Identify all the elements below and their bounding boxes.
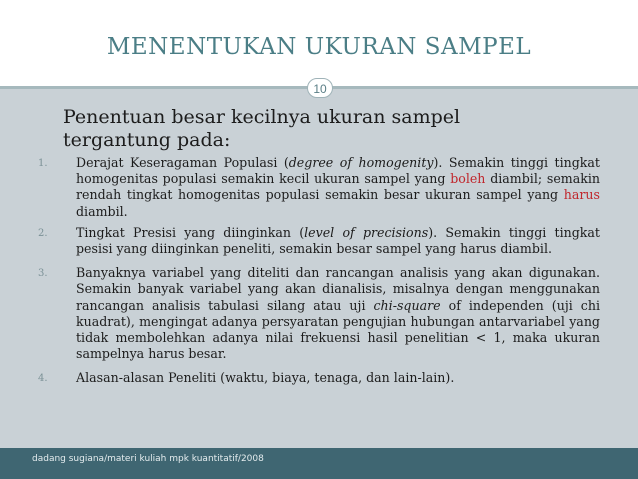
text-segment: diambil. bbox=[76, 203, 128, 219]
text-segment: Alasan-alasan Peneliti (waktu, biaya, tenaga, dan lain-lain). bbox=[76, 370, 455, 386]
slide-title: MENENTUKAN UKURAN SAMPEL bbox=[106, 34, 532, 60]
text-segment: Banyaknya variabel yang diteliti dan rancangan analisis yang akan digunakan. Semakin banyak variabel yang akan dianalisis, misalnya dengan menggunakan rancangan analisis tabulasi silang atau uji bbox=[76, 265, 600, 313]
list-number: 3. bbox=[38, 268, 48, 280]
list-number: 2. bbox=[38, 227, 48, 239]
intro-text: Penentuan besar kecilnya ukuran sampel tergantung pada: bbox=[63, 106, 461, 151]
list-item-text bbox=[76, 370, 600, 386]
text-segment: diambil; semakin rendah tingkat homogenitas populasi semakin besar ukuran sampel yang bbox=[76, 171, 601, 203]
list-number: 1. bbox=[38, 158, 48, 169]
list-item-text bbox=[76, 155, 600, 220]
list-number: 4. bbox=[38, 373, 48, 385]
text-segment: ). Semakin tinggi tingkat pesisi yang diinginkan peneliti, semakin besar sampel yang harus diambil. bbox=[76, 224, 600, 257]
highlight-word: harus bbox=[563, 187, 600, 203]
footer-credit: dadang sugiana/materi kuliah mpk kuantitatif/2008 bbox=[32, 454, 264, 464]
text-segment: ). Semakin tinggi tingkat homogenitas populasi semakin kecil ukuran sampel yang bbox=[76, 155, 600, 187]
highlight-word: boleh bbox=[450, 171, 486, 187]
list-item bbox=[0, 225, 638, 257]
english-term: degree of homogenity bbox=[288, 155, 434, 170]
list-item bbox=[0, 265, 638, 362]
text-segment: Derajat Keseragaman Populasi ( bbox=[76, 155, 289, 170]
list-item bbox=[0, 370, 638, 386]
text-segment: of independen (uji chi kuadrat), mengingat adanya persyaratan pengujian hubungan antarvariabel yang tidak membolehkan adanya nilai frekuensi hasil penelitian < 1, maka ukuran sampelnya harus besar. bbox=[76, 297, 600, 362]
list-item-text bbox=[76, 225, 600, 257]
list-item bbox=[0, 155, 638, 220]
english-term: level of precisions bbox=[304, 224, 429, 240]
list-item-text bbox=[76, 265, 600, 362]
criteria-list bbox=[0, 155, 638, 387]
text-segment: Tingkat Presisi yang diinginkan ( bbox=[76, 224, 305, 240]
english-term: chi-square bbox=[373, 297, 441, 313]
page-number-badge: 10 bbox=[307, 78, 333, 98]
